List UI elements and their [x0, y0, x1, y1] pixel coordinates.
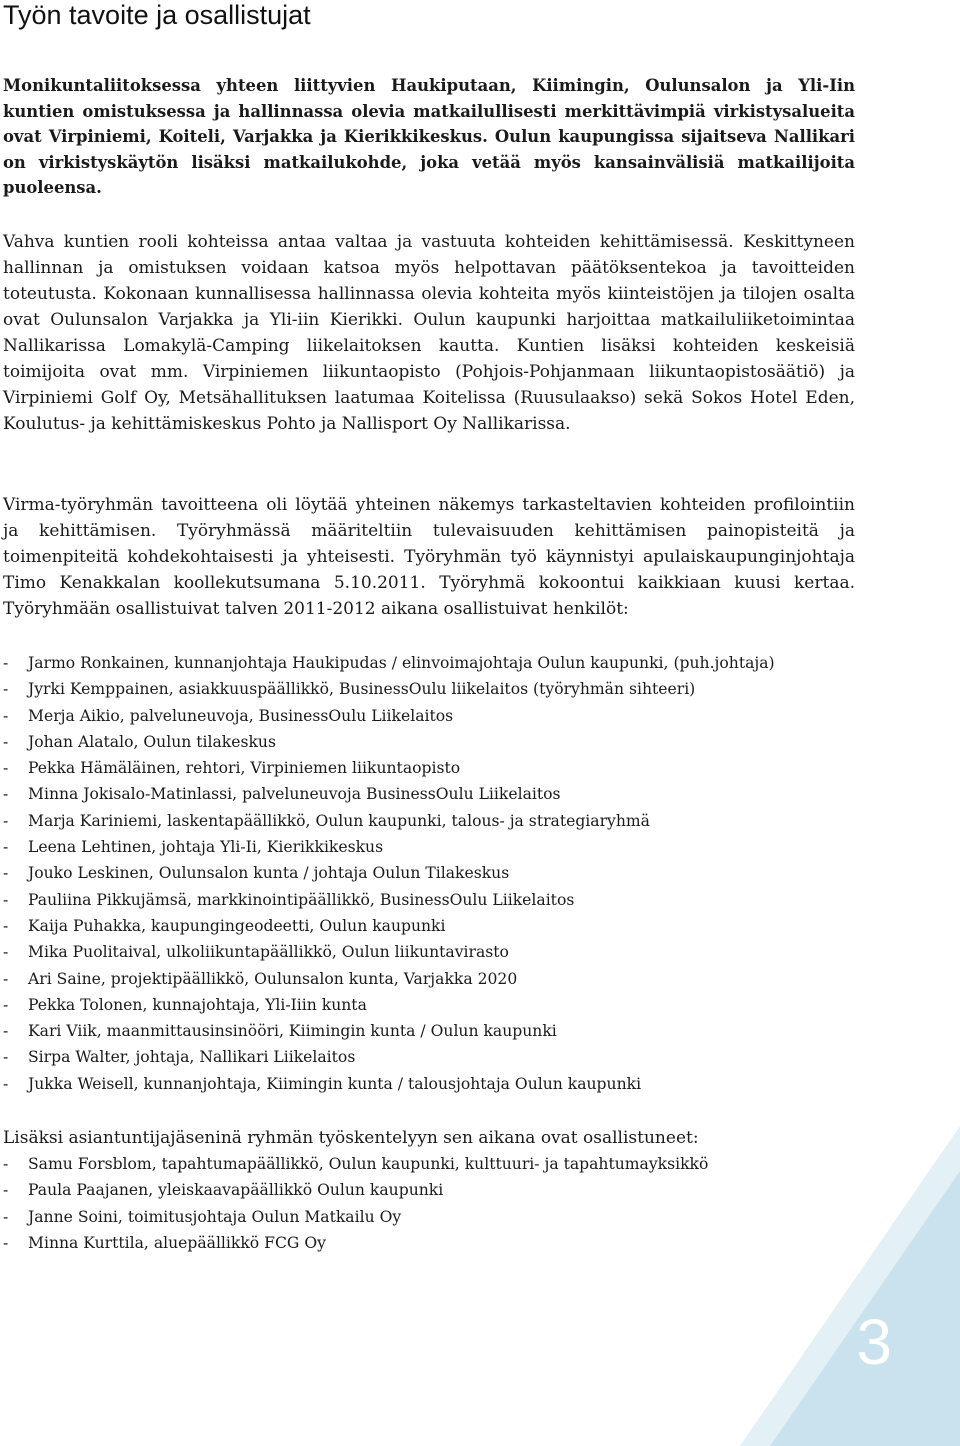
experts-intro: Lisäksi asiantuntijajäseninä ryhmän työskentelyyn sen aikana ovat osallistuneet:: [3, 1128, 699, 1148]
list-item: - Kaija Puhakka, kaupungingeodeetti, Oulun kaupunki: [3, 913, 863, 939]
list-item: - Janne Soini, toimitusjohtaja Oulun Matkailu Oy: [3, 1204, 863, 1230]
list-item: - Jouko Leskinen, Oulunsalon kunta / johtaja Oulun Tilakeskus: [3, 860, 863, 886]
list-item: - Merja Aikio, palveluneuvoja, BusinessOulu Liikelaitos: [3, 703, 863, 729]
list-item: - Sirpa Walter, johtaja, Nallikari Liikelaitos: [3, 1044, 863, 1070]
workgroup-paragraph: Virma-työryhmän tavoitteena oli löytää yhteinen näkemys tarkasteltavien kohteiden profilointiin ja kehittämisen. Työryhmässä määriteltiin tulevaisuuden kehittämisen painopisteitä ja toimenpiteitä kohdekohtaisesti ja yhteisesti. Työryhmän työ käynnistyi apulaiskaupunginjohtaja Timo Kenakkalan koollekutsumana 5.10.2011. Työryhmä kokoontui kaikkiaan kuusi kertaa. Työryhmään osallistuivat talven 2011-2012 aikana osallistuivat henkilöt:: [3, 495, 855, 619]
list-item: - Minna Kurttila, aluepäällikkö FCG Oy: [3, 1230, 863, 1256]
list-item: - Jukka Weisell, kunnanjohtaja, Kiimingin kunta / talousjohtaja Oulun kaupunki: [3, 1071, 863, 1097]
roles-paragraph: Vahva kuntien rooli kohteissa antaa valtaa ja vastuuta kohteiden kehittämisessä. Keskittyneen hallinnan ja omistuksen voidaan katsoa myös helpottavan päätöksentekoa ja tavoitteiden toteutusta. Kokonaan kunnallisessa hallinnassa olevia kohteita myös kiinteistöjen ja tilojen osalta ovat Oulunsalon Varjakka ja Yli-iin Kierikki. Oulun kaupunki harjoittaa matkailuliiketoimintaa Nallikarissa Lomakylä-Camping liikelaitoksen kautta. Kuntien lisäksi kohteiden keskeisiä toimijoita ovat mm. Virpiniemen liikuntaopisto (Pohjois-Pohjanmaan liikuntaopistosäätiö) ja Virpiniemi Golf Oy, Metsähallituksen laatumaa Koitelissa (Ruusulaakso) sekä Sokos Hotel Eden, Koulutus- ja kehittämiskeskus Pohto ja Nallisport Oy Nallikarissa.: [3, 232, 855, 434]
corner-decoration: [740, 1126, 960, 1446]
list-item: - Ari Saine, projektipäällikkö, Oulunsalon kunta, Varjakka 2020: [3, 966, 863, 992]
page-number: 3: [856, 1306, 892, 1378]
list-item: - Pekka Hämäläinen, rehtori, Virpiniemen liikuntaopisto: [3, 755, 863, 781]
list-item: - Johan Alatalo, Oulun tilakeskus: [3, 729, 863, 755]
page-title: Työn tavoite ja osallistujat: [3, 0, 311, 30]
members-list: [3, 650, 863, 1097]
experts-list: [3, 1151, 863, 1256]
list-item: - Minna Jokisalo-Matinlassi, palveluneuvoja BusinessOulu Liikelaitos: [3, 781, 863, 807]
list-item: - Samu Forsblom, tapahtumapäällikkö, Oulun kaupunki, kulttuuri- ja tapahtumayksikkö: [3, 1151, 863, 1177]
list-item: - Leena Lehtinen, johtaja Yli-Ii, Kierikkikeskus: [3, 834, 863, 860]
list-item: - Kari Viik, maanmittausinsinööri, Kiimingin kunta / Oulun kaupunki: [3, 1018, 863, 1044]
list-item: - Pekka Tolonen, kunnajohtaja, Yli-Iiin kunta: [3, 992, 863, 1018]
list-item: - Pauliina Pikkujämsä, markkinointipäällikkö, BusinessOulu Liikelaitos: [3, 887, 863, 913]
list-item: - Mika Puolitaival, ulkoliikuntapäällikkö, Oulun liikuntavirasto: [3, 939, 863, 965]
list-item: - Paula Paajanen, yleiskaavapäällikkö Oulun kaupunki: [3, 1177, 863, 1203]
list-item: - Jyrki Kemppainen, asiakkuuspäällikkö, BusinessOulu liikelaitos (työryhmän sihteeri): [3, 676, 863, 702]
list-item: - Marja Kariniemi, laskentapäällikkö, Oulun kaupunki, talous- ja strategiaryhmä: [3, 808, 863, 834]
list-item: - Jarmo Ronkainen, kunnanjohtaja Haukipudas / elinvoimajohtaja Oulun kaupunki, (puh.johtaja): [3, 650, 863, 676]
intro-paragraph: Monikuntaliitoksessa yhteen liittyvien Haukiputaan, Kiimingin, Oulunsalon ja Yli-Iin kuntien omistuksessa ja hallinnassa olevia matkailullisesti merkittävimpiä virkistysalueita ovat Virpiniemi, Koiteli, Varjakka ja Kierikkikeskus. Oulun kaupungissa sijaitseva Nallikari on virkistyskäytön lisäksi matkailukohde, joka vetää myös kansainvälisiä matkailijoita puoleensa.: [3, 76, 855, 197]
